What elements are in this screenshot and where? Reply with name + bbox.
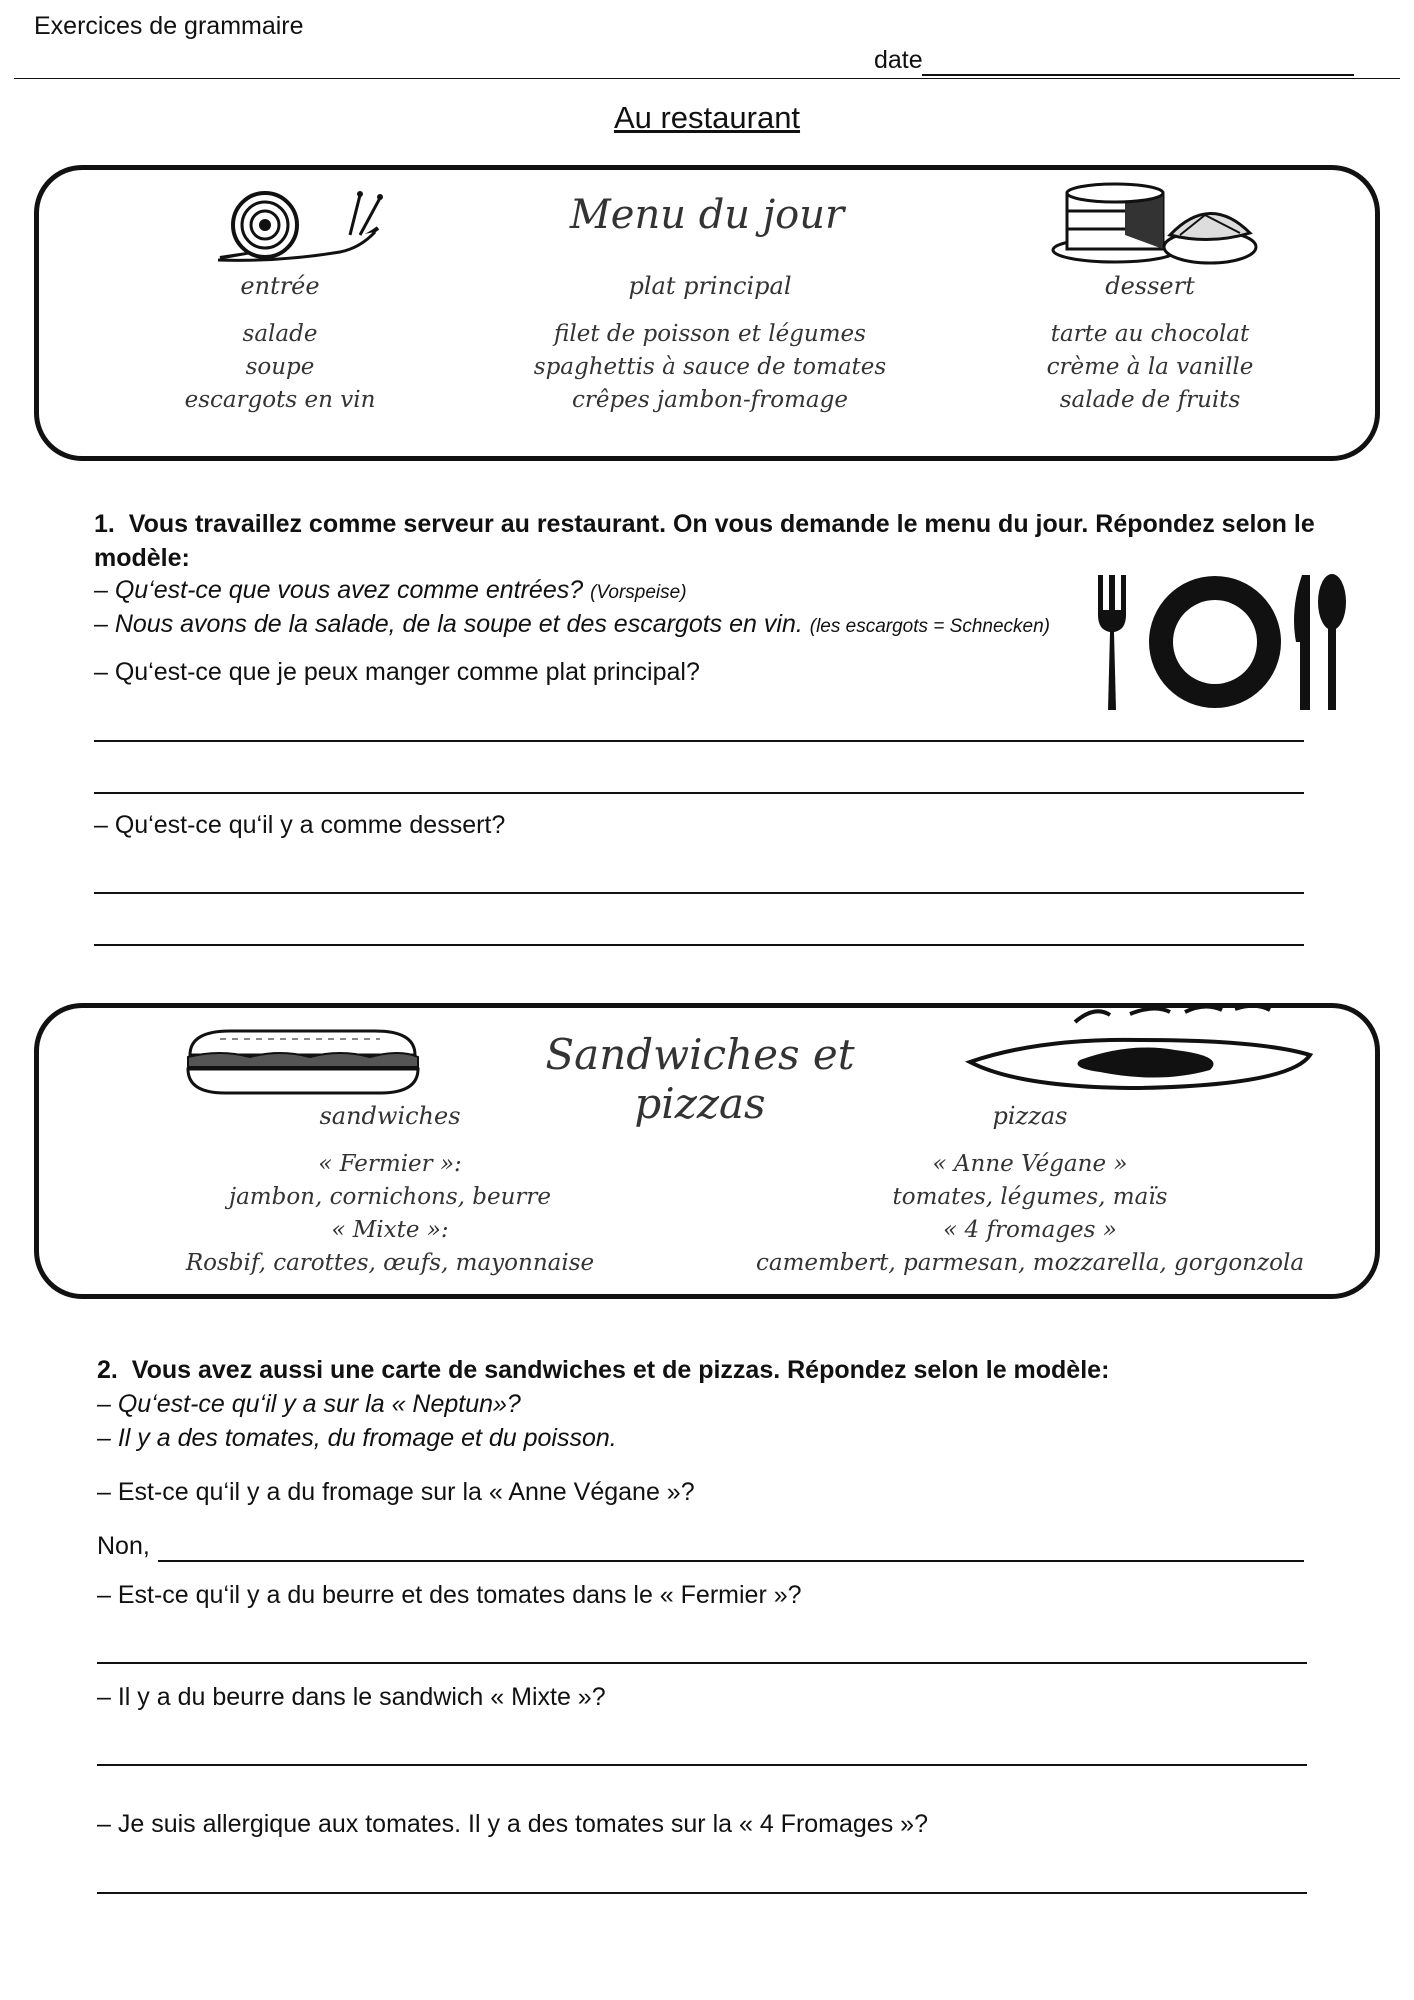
menu1-item: salade de fruits	[1059, 387, 1241, 413]
answer-line[interactable]	[94, 792, 1304, 794]
exercise1-instruction	[94, 507, 1324, 575]
menu1-item: escargots en vin	[184, 387, 376, 413]
exercise2-instruction-text: Vous avez aussi une carte de sandwiches et de pizzas. Répondez selon le modèle:	[131, 1356, 1110, 1384]
answer-line[interactable]	[94, 740, 1304, 742]
menu2-item: camembert, parmesan, mozzarella, gorgonzola	[755, 1250, 1305, 1276]
exercise2-number: 2.	[97, 1356, 118, 1384]
menu1-item: salade	[242, 321, 318, 347]
menu2-item: « Fermier »:	[318, 1151, 462, 1177]
answer-line[interactable]	[94, 892, 1304, 894]
menu1-col-plat	[510, 272, 910, 417]
menu2-col-sandwiches	[160, 1102, 620, 1280]
pizza-icon	[960, 1000, 1320, 1105]
menu2-col-heading: pizzas	[992, 1102, 1068, 1130]
menu1-col-entree	[130, 272, 430, 417]
answer-line[interactable]	[158, 1560, 1304, 1562]
date-line[interactable]	[922, 74, 1354, 76]
example-question-note: (Vorspeise)	[590, 582, 687, 603]
answer-line[interactable]	[97, 1764, 1307, 1766]
menu1-col-dessert	[1000, 272, 1300, 417]
menu1-item: crème à la vanille	[1046, 354, 1254, 380]
exercise1-number: 1.	[94, 510, 115, 538]
menu1-col-heading: dessert	[1105, 272, 1195, 300]
page-title: Au restaurant	[613, 100, 801, 135]
exercise2-question-2: – Est-ce qu‘il y a du beurre et des tomates dans le « Fermier »?	[97, 1581, 802, 1609]
menu2-col-heading: sandwiches	[319, 1102, 461, 1130]
cake-icon	[1045, 175, 1260, 270]
answer-line[interactable]	[97, 1662, 1307, 1664]
menu2-col-pizzas	[740, 1102, 1320, 1280]
exercise2-question-1: – Est-ce qu‘il y a du fromage sur la « Anne Végane »?	[97, 1478, 695, 1506]
sandwiches-pizzas-title: Sandwiches et pizzas	[545, 1030, 855, 1128]
worksheet-title: Exercices de grammaire	[34, 12, 304, 40]
sandwich-icon	[180, 1023, 425, 1098]
cutlery-plate-icon	[1090, 570, 1350, 715]
menu1-item: tarte au chocolat	[1050, 321, 1250, 347]
menu-du-jour-title: Menu du jour	[569, 192, 845, 238]
exercise2-answer-prefix: Non,	[97, 1532, 150, 1560]
header-divider	[14, 78, 1400, 79]
menu2-item: Rosbif, carottes, œufs, mayonnaise	[185, 1250, 595, 1276]
example-question-text: – Qu‘est-ce que vous avez comme entrées?	[94, 576, 584, 604]
menu2-item: « 4 fromages »	[943, 1217, 1117, 1243]
menu1-item: soupe	[245, 354, 315, 380]
exercise2-question-3: – Il y a du beurre dans le sandwich « Mixte »?	[97, 1683, 606, 1711]
exercise2-question-4: – Je suis allergique aux tomates. Il y a des tomates sur la « 4 Fromages »?	[97, 1810, 928, 1838]
example-answer-note: (les escargots = Schnecken)	[809, 616, 1051, 637]
exercise2-example-question: – Qu‘est-ce qu‘il y a sur la « Neptun»?	[97, 1390, 521, 1418]
menu1-item: filet de poisson et légumes	[554, 321, 866, 347]
answer-line[interactable]	[97, 1892, 1307, 1894]
menu2-item: « Anne Végane »	[932, 1151, 1128, 1177]
menu1-item: spaghettis à sauce de tomates	[533, 354, 887, 380]
menu2-item: tomates, légumes, maïs	[892, 1184, 1168, 1210]
menu2-item: jambon, cornichons, beurre	[228, 1184, 552, 1210]
exercise1-question-1: – Qu‘est-ce que je peux manger comme plat principal?	[94, 658, 700, 686]
date-label: date	[874, 46, 923, 74]
exercise1-example-answer	[94, 610, 1050, 639]
exercise2-example-answer: – Il y a des tomates, du fromage et du poisson.	[97, 1424, 617, 1452]
exercise1-example-question	[94, 576, 687, 605]
answer-line[interactable]	[94, 944, 1304, 946]
exercise2-instruction	[97, 1356, 1327, 1385]
example-answer-text: – Nous avons de la salade, de la soupe et des escargots en vin.	[94, 610, 803, 638]
menu1-col-heading: plat principal	[628, 272, 792, 300]
exercise1-question-2: – Qu‘est-ce qu‘il y a comme dessert?	[94, 811, 506, 839]
menu1-item: crêpes jambon-fromage	[572, 387, 848, 413]
menu1-col-heading: entrée	[240, 272, 320, 300]
exercise1-instruction-text: Vous travaillez comme serveur au restaurant. On vous demande le menu du jour. Répondez selon le modèle:	[94, 510, 1315, 572]
menu2-item: « Mixte »:	[331, 1217, 449, 1243]
